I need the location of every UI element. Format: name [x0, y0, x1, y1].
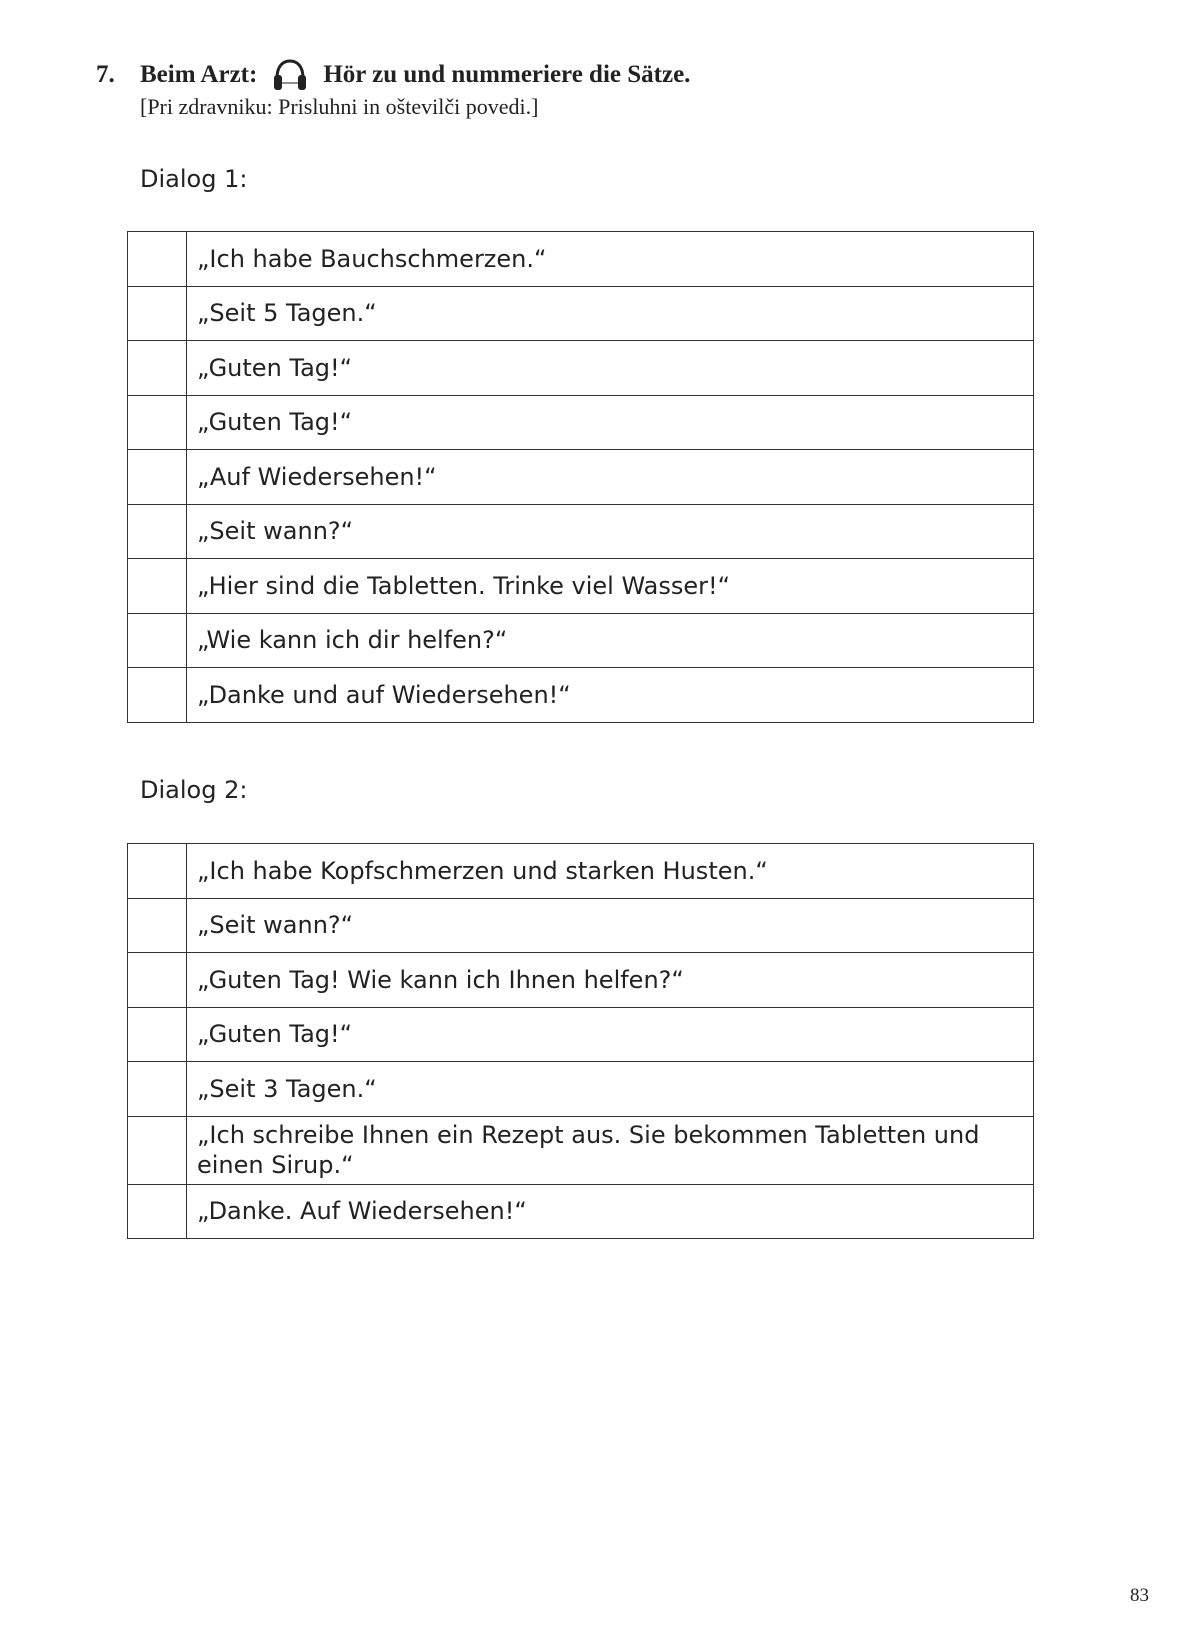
table-row: [128, 953, 1034, 1008]
number-input-cell[interactable]: [128, 1184, 187, 1239]
sentence-cell: „Guten Tag!“: [187, 395, 1034, 450]
dialog-2-table: [127, 843, 1034, 1239]
table-row: [128, 232, 1034, 287]
number-input-cell[interactable]: [128, 844, 187, 899]
number-input-cell[interactable]: [128, 286, 187, 341]
table-row: [128, 504, 1034, 559]
dialog-1-table: [127, 231, 1034, 723]
dialog-1-label: Dialog 1:: [140, 165, 248, 193]
exercise-heading: [96, 58, 690, 92]
number-input-cell[interactable]: [128, 559, 187, 614]
sentence-cell: „Seit 3 Tagen.“: [187, 1062, 1034, 1117]
table-row: [128, 559, 1034, 614]
number-input-cell[interactable]: [128, 613, 187, 668]
sentence-cell: „Ich habe Kopfschmerzen und starken Husten.“: [187, 844, 1034, 899]
table-row: [128, 1062, 1034, 1117]
number-input-cell[interactable]: [128, 450, 187, 505]
table-row: [128, 341, 1034, 396]
exercise-title: Beim Arzt:: [140, 61, 258, 88]
headphones-icon: [271, 58, 309, 92]
table-row: [128, 844, 1034, 899]
sentence-cell: „Ich habe Bauchschmerzen.“: [187, 232, 1034, 287]
sentence-cell: „Guten Tag!“: [187, 341, 1034, 396]
number-input-cell[interactable]: [128, 232, 187, 287]
table-row: [128, 898, 1034, 953]
number-input-cell[interactable]: [128, 1062, 187, 1117]
table-row: [128, 1116, 1034, 1184]
table-row: [128, 1184, 1034, 1239]
sentence-cell: „Danke und auf Wiedersehen!“: [187, 668, 1034, 723]
number-input-cell[interactable]: [128, 668, 187, 723]
number-input-cell[interactable]: [128, 341, 187, 396]
page-number: 83: [1130, 1585, 1149, 1606]
table-row: [128, 286, 1034, 341]
sentence-cell: „Seit wann?“: [187, 504, 1034, 559]
number-input-cell[interactable]: [128, 953, 187, 1008]
table-row: [128, 668, 1034, 723]
number-input-cell[interactable]: [128, 1116, 187, 1184]
number-input-cell[interactable]: [128, 504, 187, 559]
sentence-cell: „Hier sind die Tabletten. Trinke viel Wasser!“: [187, 559, 1034, 614]
table-row: [128, 395, 1034, 450]
exercise-number: 7.: [96, 61, 115, 88]
number-input-cell[interactable]: [128, 395, 187, 450]
exercise-instruction: Hör zu und nummeriere die Sätze.: [323, 61, 691, 88]
table-row: [128, 450, 1034, 505]
table-row: [128, 613, 1034, 668]
sentence-cell: „Seit wann?“: [187, 898, 1034, 953]
exercise-translation: [Pri zdravniku: Prisluhni in oštevilči povedi.]: [140, 94, 539, 119]
sentence-cell: „Seit 5 Tagen.“: [187, 286, 1034, 341]
sentence-cell: „Danke. Auf Wiedersehen!“: [187, 1184, 1034, 1239]
table-row: [128, 1007, 1034, 1062]
dialog-2-label: Dialog 2:: [140, 776, 248, 804]
sentence-cell: „Guten Tag! Wie kann ich Ihnen helfen?“: [187, 953, 1034, 1008]
sentence-cell: „Wie kann ich dir helfen?“: [187, 613, 1034, 668]
sentence-cell: „Ich schreibe Ihnen ein Rezept aus. Sie bekommen Tabletten und einen Sirup.“: [187, 1116, 1034, 1184]
number-input-cell[interactable]: [128, 1007, 187, 1062]
sentence-cell: „Guten Tag!“: [187, 1007, 1034, 1062]
sentence-cell: „Auf Wiedersehen!“: [187, 450, 1034, 505]
number-input-cell[interactable]: [128, 898, 187, 953]
